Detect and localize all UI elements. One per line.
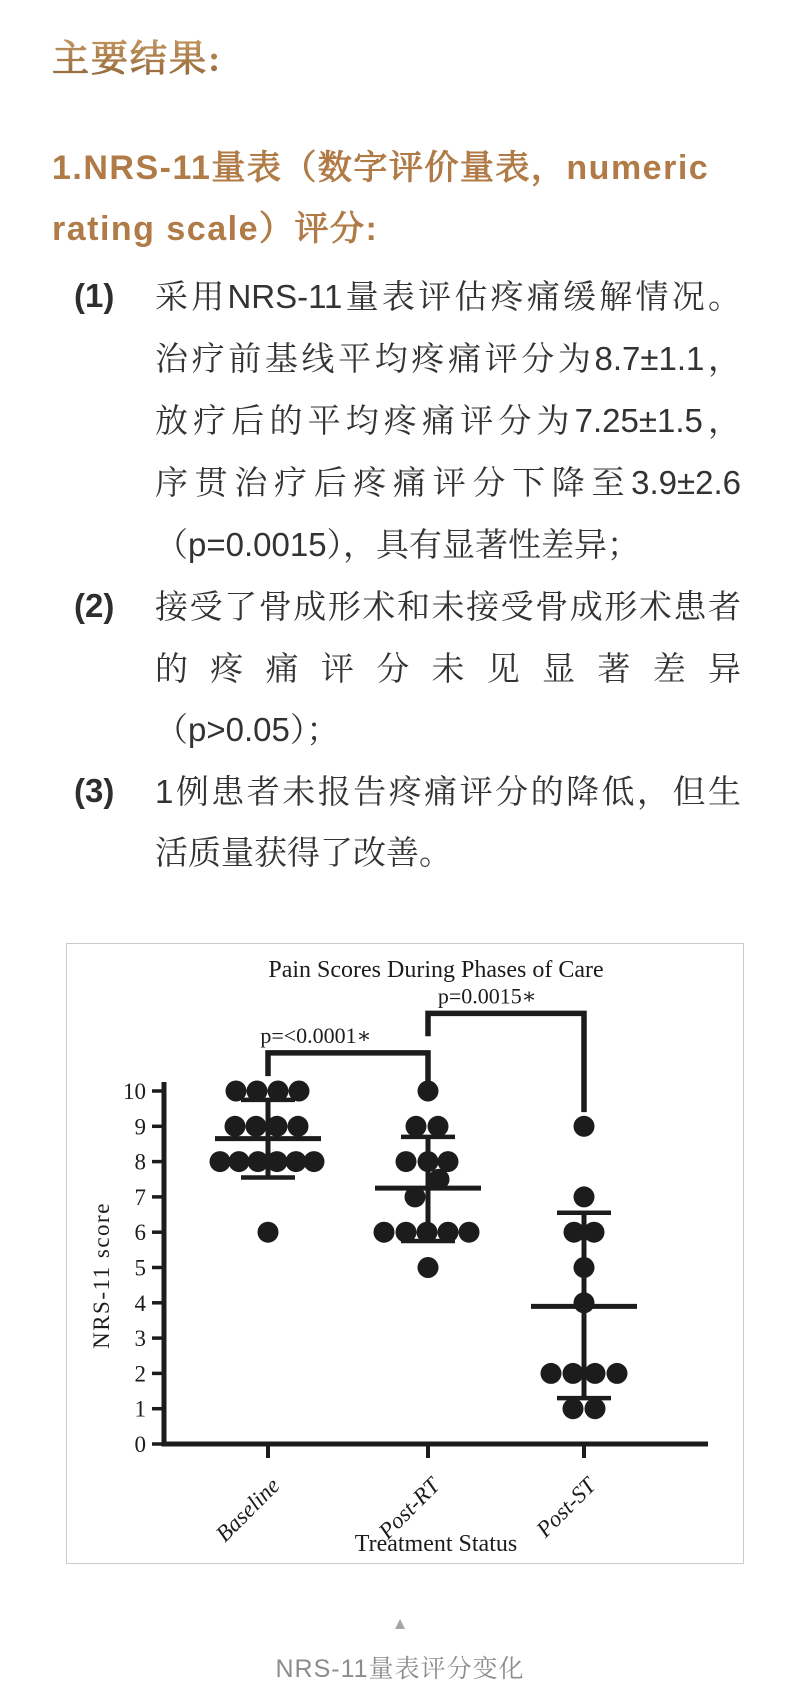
svg-text:Pain Scores During Phases of C: Pain Scores During Phases of Care <box>268 957 604 983</box>
svg-text:8: 8 <box>134 1149 146 1175</box>
svg-text:4: 4 <box>134 1290 146 1316</box>
finding-1-line-2: 治疗前基线平均疼痛评分为8.7±1.1， <box>155 340 741 377</box>
caption-arrow-icon: ▲ <box>391 1614 409 1633</box>
svg-text:p=<0.0001∗: p=<0.0001∗ <box>260 1022 372 1048</box>
svg-text:Treatment Status: Treatment Status <box>354 1531 518 1557</box>
finding-2-line-1: 接受了骨成形术和未接受骨成形术患者 <box>155 588 741 625</box>
finding-2-line-2: 的疼痛评分未见显著差异 <box>155 650 741 687</box>
svg-text:10: 10 <box>123 1079 146 1104</box>
svg-text:6: 6 <box>134 1220 146 1246</box>
section-heading-line-2: rating scale）评分: <box>52 210 379 248</box>
finding-2-line-3: （p>0.05）； <box>155 711 340 748</box>
figure-caption: NRS-11量表评分变化 <box>275 1655 525 1683</box>
finding-3-line-2: 活质量获得了改善。 <box>155 834 452 871</box>
svg-text:0: 0 <box>134 1432 146 1457</box>
svg-text:2: 2 <box>134 1361 146 1387</box>
section-heading-line-1: 1.NRS-11量表（数字评价量表，numeric <box>52 149 710 187</box>
svg-text:3: 3 <box>134 1326 146 1352</box>
pain-scores-dot-plot <box>67 944 743 1561</box>
finding-1-line-5: （p=0.0015），具有显著性差异； <box>155 526 641 563</box>
svg-text:Baseline: Baseline <box>210 1472 285 1547</box>
finding-1-line-4: 序贯治疗后疼痛评分下降至3.9±2.6 <box>155 464 741 501</box>
finding-number-2: (2) <box>74 587 115 624</box>
finding-3-line-1: 1例患者未报告疼痛评分的降低，但生 <box>155 773 741 810</box>
finding-1-line-1: 采用NRS-11量表评估疼痛缓解情况。 <box>155 278 741 315</box>
svg-text:1: 1 <box>134 1396 146 1422</box>
svg-text:p=0.0015∗: p=0.0015∗ <box>437 983 537 1009</box>
chart-card <box>66 943 744 1564</box>
page-title: 主要结果: <box>52 28 222 82</box>
svg-text:7: 7 <box>134 1184 146 1210</box>
finding-number-1: (1) <box>74 277 115 314</box>
svg-text:5: 5 <box>134 1255 146 1281</box>
finding-number-3: (3) <box>74 772 115 809</box>
svg-text:9: 9 <box>134 1114 146 1140</box>
svg-text:Post-ST: Post-ST <box>531 1472 601 1543</box>
finding-1-line-3: 放疗后的平均疼痛评分为7.25±1.5， <box>155 402 741 439</box>
svg-text:NRS-11 score: NRS-11 score <box>89 1202 114 1349</box>
svg-text:Post-RT: Post-RT <box>373 1472 445 1544</box>
